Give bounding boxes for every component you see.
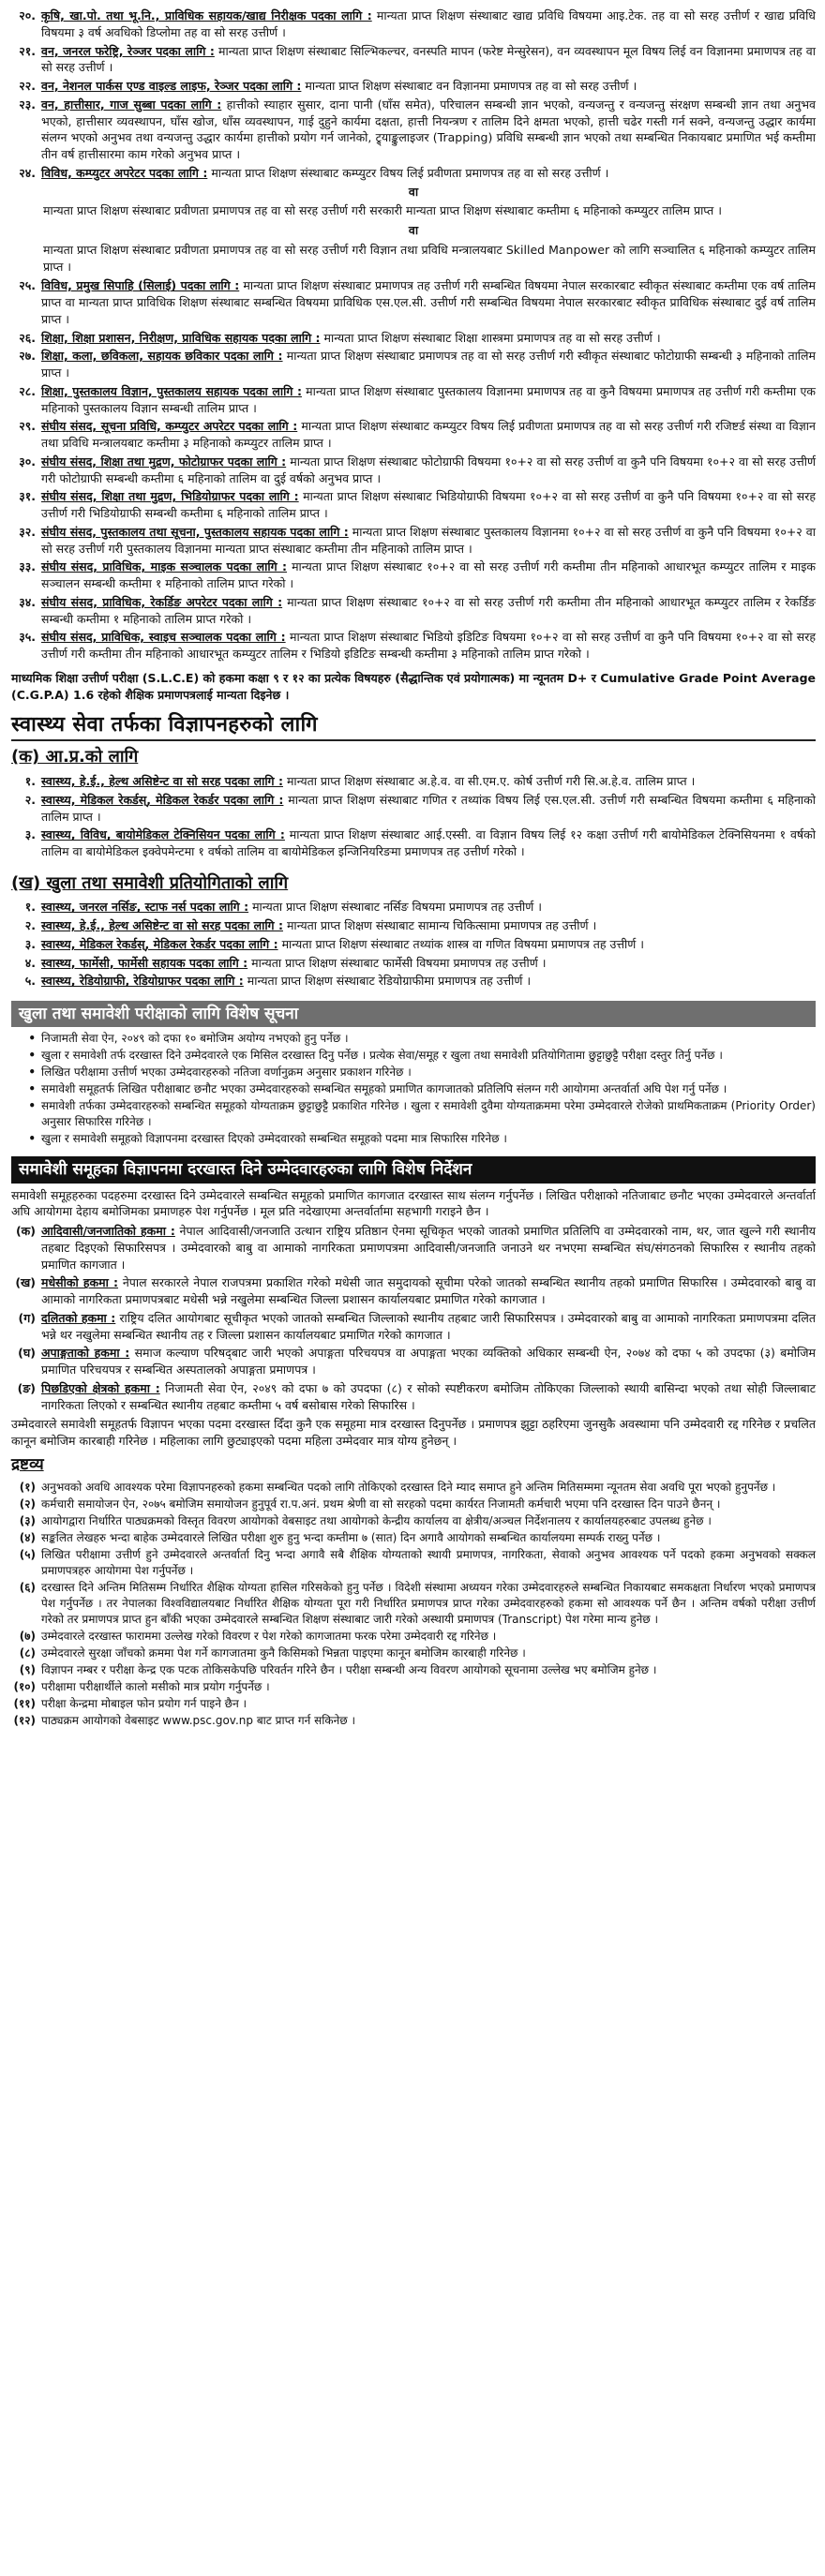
item-body: मान्यता प्राप्त शिक्षण संस्थाबाट फार्मेसी विषयमा प्रमाणपत्र तह उत्तीर्ण । xyxy=(251,955,547,970)
list-item xyxy=(11,1645,816,1661)
item-text xyxy=(41,330,816,347)
item-body: मान्यता प्राप्त शिक्षण संस्थाबाट भिडियोग्राफी विषयमा १०+२ वा सो सरह उत्तीर्ण वा कुनै पनि विषयमा १०+२ वा सो सरह उत्तीर्ण गरी भिडियोग्राफी सम्बन्धी कम्तीमा ६ महिनाको तालिम प्राप्त । xyxy=(41,489,816,520)
item-body: दरखास्त दिने अन्तिम मितिसम्म निर्धारित शैक्षिक योग्यता हासिल गरिसकेको हुनु पर्नेछ । विदेशी संस्थामा अध्ययन गरेका उम्मेदवारहरुले सम्बन्धित निकायबाट समकक्षता निर्धारण भएको प्रमाणपत्र पेश गर्नुपर्नेछ । तर नेपालका विश्वविद्यालयबाट निर्धारित शैक्षिक योग्यता पूरा गरी निर्धारित प्रमाणपत्र प्राप्त गरेका उम्मेदवारहरुको हकमा सो आवश्यक पर्ने छैन । अन्तिम वर्षको परीक्षा उत्तीर्ण गरेको तर प्रमाणपत्र प्राप्त हुन बाँकी भएका उम्मेदवारले सम्बन्धित शिक्षण संस्थाबाट जारी गरेको अस्थायी प्रमाणपत्र (Transcript) पेश गरेमा मान्य हुनेछ । xyxy=(41,1581,816,1627)
item-text xyxy=(41,1580,816,1628)
item-body: राष्ट्रिय दलित आयोगबाट सूचीकृत भएको जातको सम्बन्धित जिल्लाको स्थानीय तहबाट जारी सिफारिसपत्र । उम्मेदवारको बाबु वा आमाको नागरिकता प्रमाणपत्रमा दलित भन्ने थर नखुलेमा सम्बन्धित स्थानीय तह र जिल्ला प्रशासन कार्यालयबाट प्रमाणित गरेको कागजात । xyxy=(41,1310,816,1342)
item-number: ३. xyxy=(24,936,36,951)
item-body: समाज कल्याण परिषद्‌बाट जारी भएको अपाङ्गता परिचयपत्र वा अपाङ्गता भएका व्यक्तिको अधिकार सम्बन्धी ऐन, २०७४ को दफा ५ को उपदफा (३) बमोजिम प्रमाणित परिचयपत्र र सम्बन्धित अस्पतालको अपाङ्गता प्रमाणपत्र । xyxy=(41,1346,816,1377)
list-item xyxy=(11,1380,816,1414)
item-text xyxy=(41,1496,816,1512)
list-item xyxy=(11,1345,816,1378)
item-number: (१२) xyxy=(13,1714,36,1728)
list-item xyxy=(11,78,816,95)
item-body: मान्यता प्राप्त शिक्षण संस्थाबाट भिडियो इडिटिङ विषयमा १०+२ वा सो सरह उत्तीर्ण वा कुनै पनि विषयमा १०+२ वा सो सरह उत्तीर्ण गरी कम्तीमा तीन महिनाको आधारभूत कम्प्युटर तालिम र भिडियो इडिटिङ सम्बन्धी कम्तीमा ३ महिनाको तालिम प्राप्त गरेको । xyxy=(41,630,816,661)
bullet-icon: • xyxy=(28,1049,36,1063)
item-number: ३४. xyxy=(19,594,36,609)
item-text xyxy=(41,418,816,452)
item-number: २५. xyxy=(19,278,36,293)
item-number: (५) xyxy=(19,1548,36,1562)
list-item xyxy=(11,43,816,77)
item-number: (२) xyxy=(19,1496,36,1511)
item-title: शिक्षा, शिक्षा प्रशासन, निरीक्षण, प्राविधिक सहायक पदका लागि : xyxy=(41,330,321,345)
list-item xyxy=(11,1513,816,1529)
bullet-point xyxy=(11,1131,816,1147)
item-text xyxy=(41,773,816,790)
item-title: आदिवासी/जनजातिको हकमा : xyxy=(41,1224,175,1239)
item-number: (४) xyxy=(19,1531,36,1545)
ka-subheading: (क) आ.प्र.को लागि xyxy=(11,747,139,767)
item-body: कर्मचारी समायोजन ऐन, २०७५ बमोजिम समायोजन हुनुपूर्व रा.प.अनं. प्रथम श्रेणी वा सो सरहको पदमा कार्यरत निजामती कर्मचारी भएमा पनि दरखास्त दिन पाउने छैनन् । xyxy=(41,1496,721,1511)
list-item xyxy=(11,899,816,916)
list-item xyxy=(11,1713,816,1729)
item-title: संघीय संसद, शिक्षा तथा मुद्रण, भिडियोग्राफर पदका लागि : xyxy=(41,489,299,504)
item-body: पाठ्यक्रम आयोगको वेबसाइट www.psc.gov.np बाट प्राप्त गर्न सकिनेछ । xyxy=(41,1714,356,1728)
item-title: स्वास्थ्य, हे.ई., हेल्थ असिष्टेन्ट वा सो सरह पदका लागि : xyxy=(41,774,283,789)
item-number: ३३. xyxy=(19,559,36,574)
item-text xyxy=(41,1662,816,1678)
item-title: स्वास्थ्य, मेडिकल रेकर्डस्, मेडिकल रेकर्डर पदका लागि : xyxy=(41,936,278,951)
item-title: अपाङ्गताको हकमा : xyxy=(41,1346,130,1361)
item-number: (६) xyxy=(19,1581,36,1595)
kha-subheading: (ख) खुला तथा समावेशी प्रतियोगिताको लागि xyxy=(11,872,289,893)
item-text xyxy=(41,1480,816,1496)
open-competition-heading: खुला तथा समावेशी परीक्षाको लागि विशेष सूचना xyxy=(11,1001,816,1027)
item-number: ३२. xyxy=(19,524,36,539)
item-title: संघीय संसद, प्राविधिक, स्वाइच सञ्चालक पदका लागि : xyxy=(41,630,286,645)
bullet-text: लिखित परीक्षामा उत्तीर्ण भएका उम्मेदवारहरुको नतिजा वर्णानुक्रम अनुसार प्रकाशन गरिनेछ । xyxy=(41,1065,412,1080)
item-text xyxy=(41,1679,816,1695)
item-body: निजामती सेवा ऐन, २०४९ को दफा ७ को उपदफा (८) र सोको स्पष्टीकरण बमोजिम तोकिएका जिल्लाको स्थायी बासिन्दा भएको तथा सोही जिल्लाबाट नागरिकता लिएको र सम्बन्धित स्थानीय तहबाट कम्तीमा ५ वर्ष बसोबास गरेको सिफारिस । xyxy=(41,1380,817,1412)
item-body: मान्यता प्राप्त शिक्षण संस्थाबाट प्रमाणपत्र तह उत्तीर्ण गरी सम्बन्धित विषयमा नेपाल सरकारबाट स्वीकृत संस्थाबाट कम्तीमा एक वर्ष तालिम प्राप्त वा मान्यता प्राप्त प्राविधिक शिक्षण संस्थाबाट सम्बन्धित विषयमा प्राविधिक एस.एल.सी. उत्तीर्ण गरी सम्बन्धित विषयमा नेपाल सरकारबाट स्वीकृत प्राविधिक संस्थाबाट दुई वर्ष तालिम प्राप्त । xyxy=(41,278,816,326)
list-item xyxy=(11,955,816,972)
inclusive-list xyxy=(11,1223,816,1413)
list-item xyxy=(11,1480,816,1496)
item-body: मान्यता प्राप्त शिक्षण संस्थाबाट वन विज्ञानमा प्रमाणपत्र तह वा सो सरह उत्तीर्ण । xyxy=(305,79,638,93)
list-item xyxy=(11,7,816,41)
item-number: ४. xyxy=(24,955,36,970)
inclusive-intro: समावेशी समूहहरुका पदहरुमा दरखास्त दिने उम्मेदवारले सम्बन्धित समूहको प्रमाणित कागजात दरखास्त साथ संलग्न गर्नुपर्नेछ । लिखित परीक्षाको नतिजाबाट छनौट भएका उम्मेदवारले अन्तर्वार्ता अघि आयोगमा देहाय बमोजिमका प्रमाणहरु पेश गर्नुपर्नेछ । मूल प्रति नदेखाएमा अन्तर्वार्तामा सहभागी गराइने छैन । xyxy=(11,1187,816,1219)
or-paragraph-1: मान्यता प्राप्त शिक्षण संस्थाबाट प्रवीणता प्रमाणपत्र तह वा सो सरह उत्तीर्ण गरी सरकारी मान्यता प्राप्त शिक्षण संस्थाबाट कम्तीमा ६ महिनाको कम्प्युटर तालिम प्राप्त । xyxy=(43,203,722,218)
bullet-point xyxy=(11,1065,816,1080)
item-number: (ग) xyxy=(18,1310,36,1325)
item-number: (११) xyxy=(13,1697,36,1711)
item-body: मान्यता प्राप्त शिक्षण संस्थाबाट नर्सिङ विषयमा प्रमाणपत्र तह उत्तीर्ण । xyxy=(252,900,542,915)
item-title: वन, हात्तीसार, गाज सुब्बा पदका लागि : xyxy=(41,97,222,112)
inclusive-heading: समावेशी समूहका विज्ञापनमा दरखास्त दिने उम्मेदवारहरुका लागि विशेष निर्देशन xyxy=(11,1156,816,1183)
dravya-list xyxy=(11,1480,816,1729)
or-label-2: वा xyxy=(408,223,419,237)
dravya-heading: द्रष्टव्य xyxy=(11,1454,44,1474)
item-number: (क) xyxy=(15,1224,36,1239)
item-body: मान्यता प्राप्त शिक्षण संस्थाबाट गणित र तथ्यांक विषय लिई एस.एल.सी. उत्तीर्ण गरी सम्बन्धित विषयमा कम्तीमा ६ महिनाको तालिम प्राप्त । xyxy=(41,792,816,824)
item-title: शिक्षा, पुस्तकालय विज्ञान, पुस्तकालय सहायक पदका लागि : xyxy=(41,383,302,398)
item-title: संघीय संसद, प्राविधिक, माइक सञ्चालक पदका लागि : xyxy=(41,559,288,574)
item-number: ३५. xyxy=(19,630,36,645)
item-body: मान्यता प्राप्त शिक्षण संस्थाबाट शिक्षा शास्त्रमा प्रमाणपत्र तह वा सो सरह उत्तीर्ण । xyxy=(323,330,661,345)
list-item xyxy=(11,773,816,790)
item-text xyxy=(41,899,816,916)
item-number: ३१. xyxy=(19,489,36,504)
item-number: १. xyxy=(24,774,36,789)
list-item xyxy=(11,594,816,628)
bullet-point xyxy=(11,1031,816,1047)
item-body: अनुभवको अवधि आवश्यक परेमा विज्ञापनहरुको हकमा सम्बन्धित पदको लागि तोकिएको दरखास्त दिने म्याद समाप्त हुने अन्तिम मितिसम्ममा न्यूनतम सेवा अवधि पूरा भएको हुनुपर्नेछ । xyxy=(41,1480,776,1494)
item-title: स्वास्थ्य, मेडिकल रेकर्डस्, मेडिकल रेकर्डर पदका लागि : xyxy=(41,792,284,807)
item-body: मान्यता प्राप्त शिक्षण संस्थाबाट अ.हे.व. वा सी.एम.ए. कोर्ष उत्तीर्ण गरी सि.अ.हे.व. तालिम प्राप्त । xyxy=(286,774,696,789)
item-body: मान्यता प्राप्त शिक्षण संस्थाबाट सामान्य चिकित्सामा प्रमाणपत्र तह उत्तीर्ण । xyxy=(286,918,597,933)
item-text xyxy=(41,558,816,592)
item-number: (८) xyxy=(19,1646,36,1660)
item-number: २७. xyxy=(19,349,36,364)
item-number: (७) xyxy=(19,1630,36,1644)
posts-list-1 xyxy=(11,7,816,182)
item-body: नेपाल आदिवासी/जनजाति उत्थान राष्ट्रिय प्रतिष्ठान ऐनमा सूचिकृत भएको जातको प्रमाणित प्रतिलिपि वा उम्मेदवारको नाम, थर, जात खुल्ने गरी स्थानीय तहबाट दिइएको सिफारिसपत्र । उम्मेदवारको बाबु वा आमाको नागरिकता प्रमाणपत्रमा आदिवासी/जनजाति जनाउने थर नभएमा सम्बन्धित संघ/संगठनको सिफारिस र स्थानीय तहको प्रमाणित कागजात । xyxy=(41,1224,816,1272)
item-text xyxy=(41,7,816,41)
item-title: दलितको हकमा : xyxy=(41,1310,116,1325)
kha-list xyxy=(11,899,816,990)
item-text xyxy=(41,1223,816,1273)
item-title: संघीय संसद, शिक्षा तथा मुद्रण, फोटोग्राफर पदका लागि : xyxy=(41,454,287,469)
item-title: पिछडिएको क्षेत्रको हकमा : xyxy=(41,1380,160,1395)
list-item xyxy=(11,97,816,163)
item-title: स्वास्थ्य, रेडियोग्राफी, रेडियोग्राफर पदका लागि : xyxy=(41,974,244,989)
bullet-text: खुला र समावेशी तर्फ दरखास्त दिने उम्मेदवारले एक मिसिल दरखास्त दिनु पर्नेछ । प्रत्येक सेवा/समूह र खुला तथा समावेशी प्रतियोगितामा छुट्टाछुट्टै परीक्षा दस्तुर तिर्नु पर्नेछ । xyxy=(41,1049,723,1063)
cga-note: माध्यमिक शिक्षा उत्तीर्ण परीक्षा (S.L.C.E) को हकमा कक्षा ९ र १२ का प्रत्येक विषयहरु (सैद्धान्तिक एवं प्रयोगात्मक) मा न्यूनतम D+ र Cumulative Grade Point Average (C.G.P.A) 1.6 रहेको शैक्षिक प्रमाणपत्रलाई मान्यता दिइनेछ । xyxy=(11,670,816,702)
bullet-text: समावेशी तर्फका उम्मेदवारहरुको सम्बन्धित समूहको योग्यताक्रम छुट्टाछुट्टै प्रकाशित गरिनेछ । खुला र समावेशी दुवैमा योग्यताक्रममा परेमा उम्मेदवारले रोजेको प्राथमिकताक्रम (Priority Order) अनुसार सिफारिस गरिनेछ । xyxy=(41,1099,816,1129)
item-text xyxy=(41,78,816,95)
item-text xyxy=(41,917,816,934)
item-number: (ख) xyxy=(15,1275,36,1290)
list-item xyxy=(11,1662,816,1678)
item-title: विविध, प्रमुख सिपाहि (सिलाई) पदका लागि : xyxy=(41,278,240,293)
item-body: मान्यता प्राप्त शिक्षण संस्थाबाट सिल्भिकल्चर, वनस्पति मापन (फरेष्ट मेन्सुरेसन), वन व्यवस्थापन मूल विषय लिई वन विज्ञानमा प्रमाणपत्र तह वा सो सरह उत्तीर्ण । xyxy=(41,43,816,75)
item-number: २. xyxy=(24,792,36,807)
item-text xyxy=(41,1713,816,1729)
list-item xyxy=(11,917,816,934)
item-number: (घ) xyxy=(18,1346,36,1361)
item-number: २. xyxy=(24,918,36,933)
bullet-icon: • xyxy=(28,1065,36,1080)
posts-list-2 xyxy=(11,277,816,663)
or-paragraph-2: मान्यता प्राप्त शिक्षण संस्थाबाट प्रवीणता प्रमाणपत्र तह वा सो सरह उत्तीर्ण गरी विज्ञान तथा प्रविधि मन्त्रालयबाट Skilled Manpower को लागि सञ्चालित ६ महिनाको कम्प्युटर तालिम प्राप्त । xyxy=(43,242,816,274)
list-item xyxy=(11,1530,816,1546)
item-title: कृषि, खा.पो. तथा भू.नि., प्राविधिक सहायक/खाद्य निरीक्षक पदका लागि : xyxy=(41,8,372,22)
item-body: मान्यता प्राप्त शिक्षण संस्थाबाट १०+२ वा सो सरह उत्तीर्ण गरी कम्तीमा तीन महिनाको आधारभूत कम्प्युटर तालिम र माइक सञ्चालन सम्बन्धी कम्तीमा १ महिनाको तालिम प्राप्त गरेको । xyxy=(41,559,816,590)
or-label-1: वा xyxy=(408,184,419,199)
item-body: आयोगद्वारा निर्धारित पाठ्यक्रमको विस्तृत विवरण आयोगको वेबसाइट तथा आयोगको केन्द्रीय कार्यालय वा क्षेत्रीय/अञ्चल निर्देशनालय र कार्यालयहरुबाट उपलब्ध हुनेछ । xyxy=(41,1513,712,1527)
list-item xyxy=(11,558,816,592)
list-item xyxy=(11,165,816,182)
list-item xyxy=(11,826,816,860)
item-text xyxy=(41,1513,816,1529)
list-item xyxy=(11,792,816,826)
list-item xyxy=(11,454,816,487)
item-body: मान्यता प्राप्त शिक्षण संस्थाबाट पुस्तकालय विज्ञानमा १०+२ वा सो सरह उत्तीर्ण वा कुनै पनि विषयमा १०+२ वा सो सरह उत्तीर्ण गरी पुस्तकालय विज्ञानमा मान्यता प्राप्त संस्थाबाट कम्तीमा तीन महिनाको तालिम प्राप्त । xyxy=(41,524,816,556)
item-text xyxy=(41,524,816,558)
list-item xyxy=(11,488,816,522)
item-number: (ङ) xyxy=(17,1380,36,1395)
item-body: उम्मेदवारले सुरक्षा जाँचको क्रममा पेश गर्ने कागजातमा कुनै किसिमको भिन्नता पाइएमा कानून बमोजिम कारबाही गरिनेछ । xyxy=(41,1646,526,1660)
bullet-icon: • xyxy=(28,1032,36,1046)
item-number: २९. xyxy=(19,419,36,434)
list-item xyxy=(11,936,816,953)
bullet-icon: • xyxy=(28,1099,36,1113)
item-text xyxy=(41,792,816,826)
list-item xyxy=(11,1310,816,1344)
item-text xyxy=(41,1629,816,1645)
ka-list xyxy=(11,773,816,860)
item-title: स्वास्थ्य, हे.ई., हेल्थ असिष्टेन्ट वा सो सरह पदका लागि : xyxy=(41,918,283,933)
item-text xyxy=(41,594,816,628)
list-item xyxy=(11,629,816,663)
item-number: २६. xyxy=(19,330,36,345)
item-title: वन, नेशनल पार्कस एण्ड वाइल्ड लाइफ, रेञ्जर पदका लागि : xyxy=(41,79,302,93)
item-number: ३०. xyxy=(19,454,36,469)
item-text xyxy=(41,1547,816,1579)
item-number: २४. xyxy=(19,165,36,180)
item-text xyxy=(41,1274,816,1308)
item-number: (९) xyxy=(19,1663,36,1677)
list-item xyxy=(11,330,816,347)
item-text xyxy=(41,383,816,417)
item-body: मान्यता प्राप्त शिक्षण संस्थाबाट पुस्तकालय विज्ञानमा प्रमाणपत्र तह वा कुनै विषयमा प्रमाणपत्र तह उत्तीर्ण गरी कम्तीमा एक महिनाको पुस्तकालय विज्ञान सम्बन्धी तालिम प्राप्त । xyxy=(41,383,817,415)
item-text xyxy=(41,277,816,327)
list-item xyxy=(11,1547,816,1579)
item-text xyxy=(41,973,816,990)
item-text xyxy=(41,826,816,860)
item-number: २३. xyxy=(19,97,36,112)
item-text xyxy=(41,43,816,77)
item-body: मान्यता प्राप्त शिक्षण संस्थाबाट रेडियोग्राफीमा प्रमाणपत्र तह उत्तीर्ण । xyxy=(247,974,532,989)
item-body: मान्यता प्राप्त शिक्षण संस्थाबाट फोटोग्राफी विषयमा १०+२ वा सो सरह उत्तीर्ण वा कुनै पनि विषयमा १०+२ वा सो सरह उत्तीर्ण गरी फोटोग्राफी सम्बन्धी कम्तीमा ६ महिनाको तालिम वा दुई वर्षको अनुभव प्राप्त । xyxy=(41,454,816,485)
item-body: परीक्षा केन्द्रमा मोबाइल फोन प्रयोग गर्न पाइने छैन । xyxy=(41,1697,248,1711)
item-body: हात्तीको स्याहार सुसार, दाना पानी (घाँस समेत), परिचालन सम्बन्धी ज्ञान भएको, वन्यजन्तु र वन्यजन्तु संरक्षण सम्बन्धी ज्ञान तथा अनुभव भएको, हात्तीसार व्यवस्थापन, घाँस खोज, धाँस व्यवस्थापन, गाई दुहुने कार्यमा दक्षता, हात्ती नियन्त्रण र तालिम दिने क्षमता भएको, हात्ती चढेर गस्ती गर्न सक्ने, वन्यजन्तु उद्धार कार्यमा संलग्न भएको अनुभव तथा वन्यजन्तु उद्धार कार्यमा हात्तीको प्रयोग गर्न जानेको, ट्र्याङ्कुलाइजर (Trapping) प्रविधि सम्बन्धी ज्ञान भएको तथा सम्बन्धित निकायबाट प्रमाणित भई कम्तीमा तीन वर्ष हात्तीसारमा काम गरेको अनुभव प्राप्त । xyxy=(41,97,816,161)
bullet-text: खुला र समावेशी समूहको विज्ञापनमा दरखास्त दिएको उम्मेदवारको सम्बन्धित समूहको पदमा मात्र सिफारिस गरिनेछ । xyxy=(41,1132,507,1146)
item-text xyxy=(41,1645,816,1661)
item-text xyxy=(41,454,816,487)
item-number: २०. xyxy=(19,8,36,22)
item-number: (३) xyxy=(19,1513,36,1527)
item-text xyxy=(41,955,816,972)
item-title: संघीय संसद, पुस्तकालय तथा सूचना, पुस्तकालय सहायक पदका लागि : xyxy=(41,524,349,539)
list-item xyxy=(11,1696,816,1712)
bullet-icon: • xyxy=(28,1132,36,1146)
item-title: स्वास्थ्य, विविध, बायोमेडिकल टेक्निसियन पदका लागि : xyxy=(41,827,285,842)
item-body: सङ्कलित लेखहरु भन्दा बाहेक उम्मेदवारले लिखित परीक्षा शुरु हुनु भन्दा कम्तीमा ७ (सात) दिन अगावै आयोगको सम्बन्धित कार्यालयमा सम्पर्क राख्नु पर्नेछ । xyxy=(41,1531,661,1545)
item-title: विविध, कम्प्युटर अपरेटर पदका लागि : xyxy=(41,165,208,180)
item-text xyxy=(41,1530,816,1546)
item-text xyxy=(41,1380,816,1414)
bullet-point xyxy=(11,1048,816,1064)
item-title: स्वास्थ्य, फार्मेसी, फार्मेसी सहायक पदका लागि : xyxy=(41,955,248,970)
list-item xyxy=(11,1496,816,1512)
item-text xyxy=(41,1696,816,1712)
item-text xyxy=(41,348,816,381)
item-text xyxy=(41,97,816,163)
item-body: मान्यता प्राप्त शिक्षण संस्थाबाट १०+२ वा सो सरह उत्तीर्ण गरी कम्तीमा तीन महिनाको आधारभूत कम्प्युटर तालिम र रेकर्डिङ सम्बन्धी कम्तीमा १ महिनाको तालिम प्राप्त गरेको । xyxy=(41,594,816,626)
inclusive-note: उम्मेदवारले समावेशी समूहतर्फ विज्ञापन भएका पदमा दरखास्त दिँदा कुनै एक समूहमा मात्र दरखास्त दिनुपर्नेछ । प्रमाणपत्र झुट्टा ठहरिएमा जुनसुकै अवस्थामा पनि उम्मेदवारी रद्द गरिनेछ र प्रचलित कानून बमोजिम कारबाही गरिनेछ । महिलाका लागि छुट्याइएको पदमा महिला उम्मेदवार मात्र योग्य हुनेछन् । xyxy=(11,1417,816,1449)
item-number: ५. xyxy=(24,974,36,989)
list-item xyxy=(11,1580,816,1628)
item-text xyxy=(41,629,816,663)
item-text xyxy=(41,1310,816,1344)
item-body: उम्मेदवारले दरखास्त फाराममा उल्लेख गरेको विवरण र पेश गरेको कागजातमा फरक परेमा उम्मेदवारी रद्द गरिनेछ । xyxy=(41,1630,497,1644)
item-text xyxy=(41,936,816,953)
item-body: मान्यता प्राप्त शिक्षण संस्थाबाट तथ्यांक शास्त्र वा गणित विषयमा प्रमाणपत्र तह उत्तीर्ण । xyxy=(281,936,644,951)
item-text xyxy=(41,1345,816,1378)
bullet-text: निजामती सेवा ऐन, २०४९ को दफा १० बमोजिम अयोग्य नभएको हुनु पर्नेछ । xyxy=(41,1032,349,1046)
open-points-list xyxy=(11,1031,816,1147)
item-body: लिखित परीक्षामा उत्तीर्ण हुने उम्मेदवारले अन्तर्वार्ता दिनु भन्दा अगावै सबै शैक्षिक योग्यताको स्थायी प्रमाणपत्र, नागरिकता, सेवाको अनुभव आवश्यक पर्ने पदको हकमा अनुभवको सक्कल प्रमाणपत्रहरु आयोगमा पेश गर्नुपर्नेछ । xyxy=(41,1548,816,1578)
list-item xyxy=(11,973,816,990)
list-item xyxy=(11,1274,816,1308)
list-item xyxy=(11,1223,816,1273)
item-title: शिक्षा, कला, छविकला, सहायक छविकार पदका लागि : xyxy=(41,349,283,364)
item-number: १. xyxy=(24,900,36,915)
item-body: मान्यता प्राप्त शिक्षण संस्थाबाट कम्प्युटर विषय लिई प्रवीणता प्रमाणपत्र तह वा सो सरह उत्तीर्ण । xyxy=(211,165,609,180)
item-body: मान्यता प्राप्त शिक्षण संस्थाबाट खाद्य प्रविधि विषयमा आइ.टेक. तह वा सो सरह उत्तीर्ण र खाद्य प्रविधि विषयमा ३ वर्ष अवधिको डिप्लोमा तह वा सो सरह उत्तीर्ण । xyxy=(41,8,816,39)
item-body: मान्यता प्राप्त शिक्षण संस्थाबाट आई.एस्सी. वा विज्ञान विषय लिई १२ कक्षा उत्तीर्ण गरी बायोमेडिकल टेक्निसियनमा १ वर्षको तालिम वा बायोमेडिकल इक्वेपमेन्टमा १ वर्षको तालिम वा बायोमेडिकल इन्जिनियरिङमा प्रमाणपत्र तह उत्तीर्ण गरेको । xyxy=(41,827,816,859)
list-item xyxy=(11,348,816,381)
item-title: संघीय संसद, प्राविधिक, रेकर्डिङ अपरेटर पदका लागि : xyxy=(41,594,283,609)
item-title: स्वास्थ्य, जनरल नर्सिङ, स्टाफ नर्स पदका लागि : xyxy=(41,900,249,915)
bullet-icon: • xyxy=(28,1082,36,1096)
item-text xyxy=(41,165,816,182)
item-number: (१) xyxy=(19,1480,36,1494)
list-item xyxy=(11,418,816,452)
item-number: २२. xyxy=(19,79,36,93)
bullet-point xyxy=(11,1081,816,1097)
bullet-point xyxy=(11,1098,816,1130)
item-number: ३. xyxy=(24,827,36,842)
list-item xyxy=(11,383,816,417)
item-number: (१०) xyxy=(13,1680,36,1694)
list-item xyxy=(11,1679,816,1695)
item-number: २१. xyxy=(19,43,36,58)
item-text xyxy=(41,488,816,522)
item-body: मान्यता प्राप्त शिक्षण संस्थाबाट कम्प्युटर विषय लिई प्रवीणता प्रमाणपत्र तह वा सो सरह उत्तीर्ण गरी रजिष्टर्ड संस्था वा विज्ञान तथा प्रविधि मन्त्रालयबाट कम्तीमा ३ महिनाको कम्प्युटर तालिम प्राप्त । xyxy=(41,419,816,450)
item-body: नेपाल सरकारले नेपाल राजपत्रमा प्रकाशित गरेको मधेसी जात समुदायको सूचीमा परेको जातको सम्बन्धित स्थानीय तहको प्रमाणित सिफारिस । उम्मेदवारको बाबु वा आमाको नागरिकता प्रमाणपत्रबाट मधेसी भन्ने नखुलेमा सम्बन्धित जिल्ला प्रशासन कार्यालयबाट प्रमाणित गरेको कागजात । xyxy=(41,1275,816,1307)
list-item xyxy=(11,277,816,327)
item-body: परीक्षामा परीक्षार्थीले कालो मसीको मात्र प्रयोग गर्नुपर्नेछ । xyxy=(41,1680,270,1694)
health-section-heading: स्वास्थ्य सेवा तर्फका विज्ञापनहरुको लागि xyxy=(11,710,816,741)
item-number: २८. xyxy=(19,383,36,398)
item-title: संघीय संसद, सूचना प्रविधि, कम्प्युटर अपरेटर पदका लागि : xyxy=(41,419,298,434)
item-body: विज्ञापन नम्बर र परीक्षा केन्द्र एक पटक तोकिसकेपछि परिवर्तन गरिने छैन । परीक्षा सम्बन्धी अन्य विवरण आयोगको सूचनामा उल्लेख भए बमोजिम हुनेछ । xyxy=(41,1663,657,1677)
item-title: मधेसीको हकमा : xyxy=(41,1275,119,1290)
item-body: मान्यता प्राप्त शिक्षण संस्थाबाट प्रमाणपत्र तह वा सो सरह उत्तीर्ण गरी स्वीकृत संस्थाबाट फोटोग्राफी सम्बन्धी ३ महिनाको तालिम प्राप्त । xyxy=(41,349,816,380)
list-item xyxy=(11,1629,816,1645)
list-item xyxy=(11,524,816,558)
item-title: वन, जनरल फरेष्ट्रि, रेञ्जर पदका लागि : xyxy=(41,43,215,58)
bullet-text: समावेशी समूहतर्फ लिखित परीक्षाबाट छनौट भएका उम्मेदवारहरुको सम्बन्धित समूहको प्रमाणित कागजातको प्रतिलिपि संलग्न गरी आयोगमा अन्तर्वार्ता अघि पेश गर्नु पर्नेछ । xyxy=(41,1082,728,1096)
